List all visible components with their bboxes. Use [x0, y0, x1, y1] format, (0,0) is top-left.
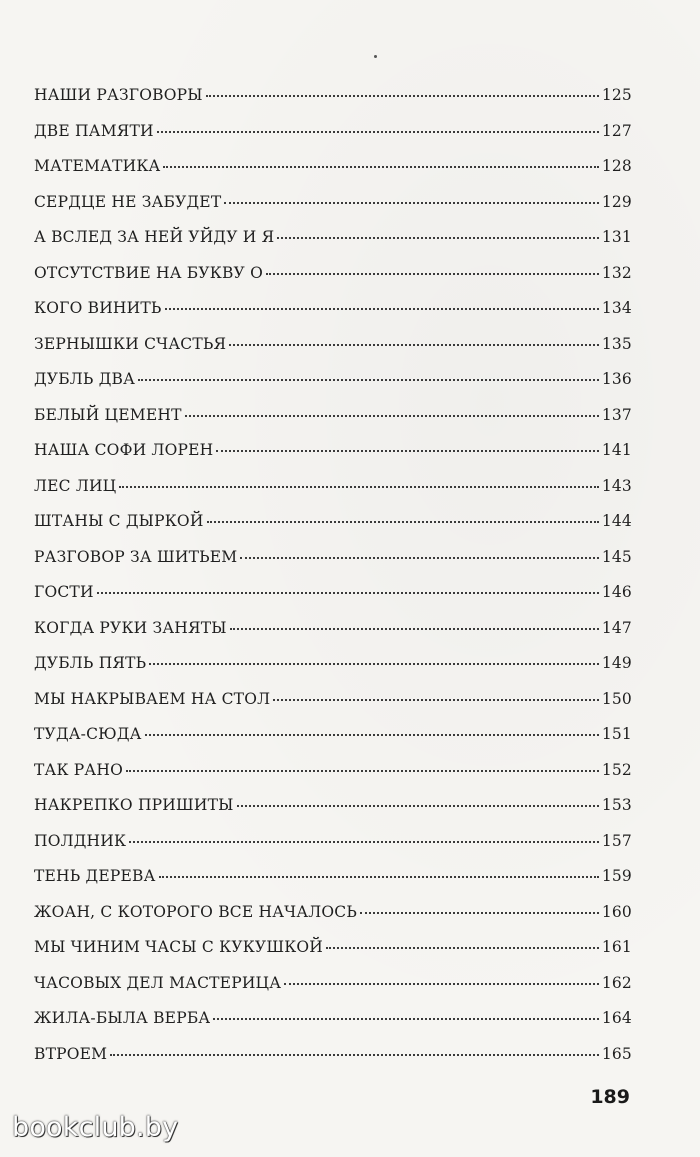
toc-entry — [34, 903, 632, 939]
dot-leader — [165, 308, 599, 310]
toc-entry-title: РАЗГОВОР ЗА ШИТЬЕМ — [34, 547, 238, 566]
toc-entry-title: КОГО ВИНИТЬ — [34, 299, 162, 317]
toc-entry-page: 159 — [601, 867, 632, 885]
dot-leader — [138, 379, 599, 381]
toc-entry-page: 162 — [601, 973, 632, 992]
toc-entry — [34, 122, 632, 158]
toc-entry-title: КОГДА РУКИ ЗАНЯТЫ — [34, 618, 227, 637]
toc-entry-page: 137 — [601, 405, 632, 424]
toc-entry-title: МЫ ЧИНИМ ЧАСЫ С КУКУШКОЙ — [34, 938, 324, 956]
toc-entry-title: МЫ НАКРЫВАЕМ НА СТОЛ — [34, 689, 271, 708]
toc-entry — [34, 228, 632, 264]
dot-leader — [119, 486, 598, 488]
dot-leader — [326, 947, 599, 949]
dot-leader — [145, 734, 599, 736]
ink-speck — [374, 55, 377, 58]
dot-leader — [273, 699, 599, 701]
dot-leader — [277, 237, 599, 239]
toc-entry — [34, 264, 632, 300]
dot-leader — [229, 344, 599, 346]
toc-entry-page: 164 — [601, 1009, 632, 1027]
toc-entry-title: ГОСТИ — [34, 583, 94, 601]
toc-entry-page: 143 — [601, 476, 632, 495]
toc-entry-page: 147 — [601, 618, 632, 637]
toc-entry — [34, 548, 632, 584]
page-number: 189 — [590, 1086, 630, 1108]
dot-leader — [149, 663, 598, 665]
dot-leader — [237, 805, 599, 807]
toc-entry — [34, 299, 632, 335]
dot-leader — [126, 770, 599, 772]
toc-entry-title: ТЕНЬ ДЕРЕВА — [34, 867, 156, 885]
toc-entry-page: 135 — [601, 334, 632, 353]
toc-entry — [34, 512, 632, 548]
dot-leader — [206, 95, 599, 97]
toc-entry — [34, 725, 632, 761]
toc-entry — [34, 193, 632, 229]
toc-entry-page: 144 — [601, 512, 632, 530]
table-of-contents — [34, 86, 632, 1080]
toc-entry — [34, 370, 632, 406]
toc-entry — [34, 938, 632, 974]
toc-entry-page: 125 — [601, 86, 632, 104]
dot-leader — [159, 876, 599, 878]
dot-leader — [207, 521, 599, 523]
toc-entry-title: ТУДА-СЮДА — [34, 725, 142, 743]
toc-entry — [34, 406, 632, 442]
toc-entry — [34, 761, 632, 797]
dot-leader — [240, 557, 598, 559]
toc-entry-page: 128 — [601, 157, 632, 175]
toc-entry-title: ЛЕС ЛИЦ — [34, 476, 117, 495]
toc-entry-title: ЗЕРНЫШКИ СЧАСТЬЯ — [34, 334, 227, 353]
toc-entry-page: 145 — [601, 547, 632, 566]
toc-entry-page: 136 — [601, 370, 632, 388]
toc-entry-title: БЕЛЫЙ ЦЕМЕНТ — [34, 405, 182, 424]
toc-entry-page: 132 — [601, 263, 632, 282]
toc-entry-title: МАТЕМАТИКА — [34, 157, 161, 175]
toc-entry — [34, 157, 632, 193]
toc-entry-title: А ВСЛЕД ЗА НЕЙ УЙДУ И Я — [34, 228, 275, 246]
toc-entry — [34, 86, 632, 122]
dot-leader — [213, 1018, 598, 1020]
toc-entry — [34, 1009, 632, 1045]
dot-leader — [185, 415, 599, 417]
toc-entry-page: 129 — [601, 192, 632, 211]
toc-entry-page: 141 — [601, 441, 632, 459]
toc-entry-title: НАША СОФИ ЛОРЕН — [34, 441, 214, 459]
toc-entry-title: ДУБЛЬ ПЯТЬ — [34, 654, 147, 672]
toc-entry-page: 152 — [601, 760, 632, 779]
toc-entry-title: ДВЕ ПАМЯТИ — [34, 121, 154, 140]
toc-entry — [34, 583, 632, 619]
toc-entry — [34, 796, 632, 832]
dot-leader — [129, 841, 599, 843]
dot-leader — [224, 202, 598, 204]
toc-entry-title: ТАК РАНО — [34, 760, 123, 779]
toc-entry-page: 153 — [601, 796, 632, 814]
watermark: bookclub.by — [12, 1112, 179, 1143]
toc-entry — [34, 619, 632, 655]
toc-entry-title: СЕРДЦЕ НЕ ЗАБУДЕТ — [34, 192, 222, 211]
toc-entry — [34, 335, 632, 371]
toc-entry-page: 127 — [601, 121, 632, 140]
toc-entry-page: 157 — [601, 831, 632, 850]
dot-leader — [230, 628, 599, 630]
toc-entry — [34, 477, 632, 513]
toc-entry-title: ПОЛДНИК — [34, 831, 127, 850]
toc-entry-page: 150 — [601, 689, 632, 708]
toc-entry-title: ОТСУТСТВИЕ НА БУКВУ О — [34, 263, 263, 282]
toc-entry-page: 161 — [601, 938, 632, 956]
toc-entry-title: ЖИЛА-БЫЛА ВЕРБА — [34, 1009, 211, 1027]
toc-entry — [34, 974, 632, 1010]
toc-entry-page: 165 — [601, 1044, 632, 1063]
toc-entry-title: НАКРЕПКО ПРИШИТЫ — [34, 796, 234, 814]
toc-entry — [34, 690, 632, 726]
dot-leader — [266, 273, 599, 275]
toc-entry — [34, 441, 632, 477]
toc-entry — [34, 867, 632, 903]
toc-entry-title: ДУБЛЬ ДВА — [34, 370, 136, 388]
toc-entry-title: ВТРОЕМ — [34, 1044, 108, 1063]
toc-entry-page: 146 — [601, 583, 632, 601]
toc-entry-title: ЧАСОВЫХ ДЕЛ МАСТЕРИЦА — [34, 973, 282, 992]
toc-entry-page: 151 — [601, 725, 632, 743]
dot-leader — [284, 983, 599, 985]
toc-entry-page: 149 — [601, 654, 632, 672]
toc-entry-page: 160 — [601, 902, 632, 921]
dot-leader — [157, 131, 599, 133]
toc-entry — [34, 832, 632, 868]
dot-leader — [216, 450, 598, 452]
toc-entry-title: НАШИ РАЗГОВОРЫ — [34, 86, 203, 104]
toc-entry-page: 134 — [601, 299, 632, 317]
dot-leader — [97, 592, 599, 594]
toc-entry-title: ШТАНЫ С ДЫРКОЙ — [34, 512, 204, 530]
dot-leader — [360, 912, 599, 914]
toc-entry — [34, 654, 632, 690]
dot-leader — [163, 166, 598, 168]
toc-entry-page: 131 — [601, 228, 632, 246]
dot-leader — [110, 1054, 599, 1056]
toc-entry-title: ЖОАН, С КОТОРОГО ВСЕ НАЧАЛОСЬ — [34, 902, 358, 921]
toc-entry — [34, 1045, 632, 1081]
